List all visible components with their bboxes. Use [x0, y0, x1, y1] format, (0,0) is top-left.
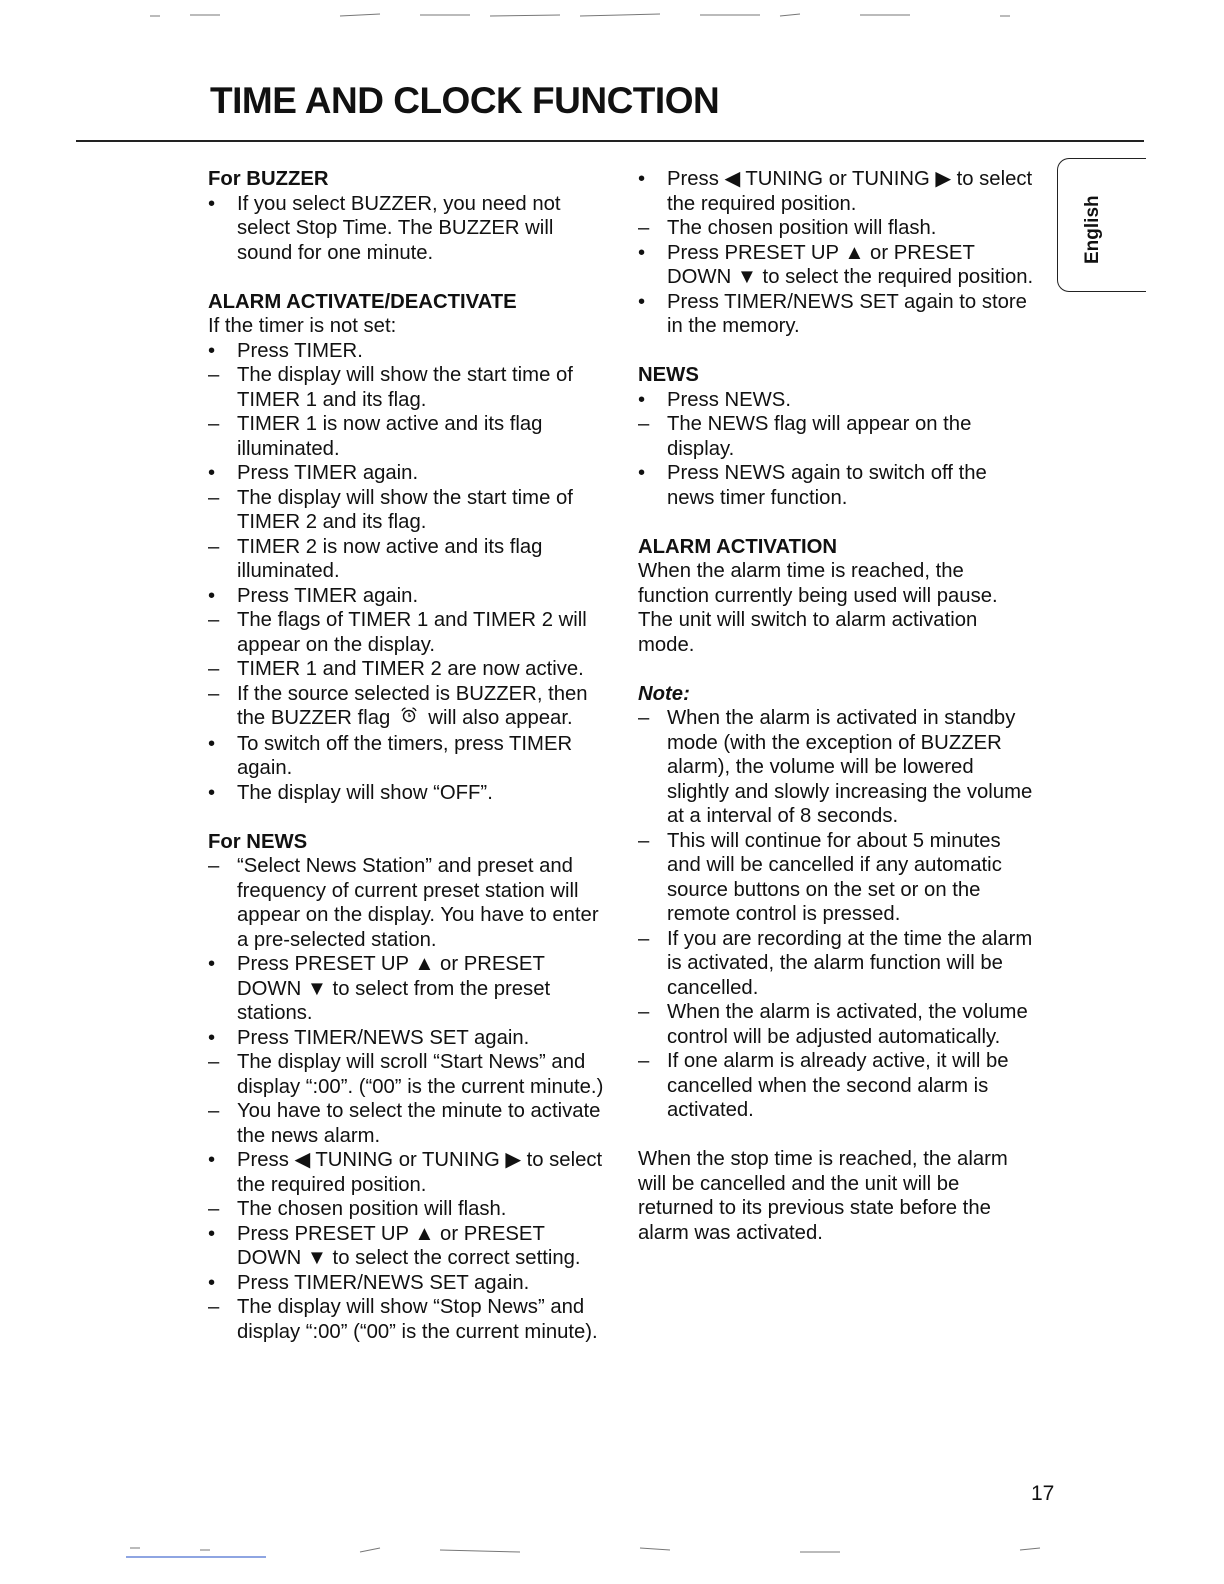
bullet-marker: •	[208, 1026, 216, 1049]
bullet-marker: •	[208, 732, 216, 755]
list-item-text: The display will show “Stop News” and display “:00” (“00” is the current minute).	[237, 1296, 598, 1343]
bullet-marker: •	[208, 462, 216, 484]
dash-marker: –	[208, 609, 220, 631]
bullet-marker: •	[208, 584, 216, 607]
dash-marker: –	[638, 707, 650, 729]
list-item-text: Press TIMER again.	[237, 462, 419, 484]
list-item-text: Press NEWS again to switch off the news timer function.	[667, 462, 987, 509]
dash-marker: –	[638, 927, 650, 950]
section-heading-news: For NEWS	[208, 830, 308, 853]
list-item-text: Press ◀ TUNING or TUNING ▶ to select the required position.	[667, 168, 1033, 215]
dash-marker: –	[208, 364, 220, 386]
list-item-text: The display will show the start time of TIMER 2 and its flag.	[237, 486, 573, 533]
stop-time-text: When the stop time is reached, the alarm will be cancelled and the unit will be returned to its previous state before the alarm was activated.	[638, 1148, 1008, 1244]
list-item-text: The chosen position will flash.	[667, 217, 937, 239]
list-item-text: Press PRESET UP ▲ or PRESET DOWN ▼ to select from the preset stations.	[237, 953, 551, 1024]
list-item-text: TIMER 1 and TIMER 2 are now active.	[237, 658, 584, 680]
bullet-marker: •	[208, 1222, 216, 1245]
bullet-marker: •	[208, 1149, 216, 1171]
dash-marker: –	[638, 1050, 650, 1072]
dash-marker: –	[208, 855, 220, 877]
dash-marker: –	[638, 829, 650, 852]
section-heading-alarm: ALARM ACTIVATE/DEACTIVATE	[208, 290, 517, 313]
dash-marker: –	[208, 535, 220, 558]
dash-marker: –	[208, 1198, 220, 1220]
page-title: TIME AND CLOCK FUNCTION	[210, 80, 720, 121]
bullet-marker: •	[638, 168, 646, 190]
list-item-text: To switch off the timers, press TIMER again.	[237, 732, 573, 779]
list-item-text: Press TIMER/NEWS SET again.	[237, 1026, 530, 1049]
bullet-marker: •	[638, 290, 646, 313]
section-heading-alarm-activation: ALARM ACTIVATION	[638, 535, 838, 558]
list-item-text: Press TIMER/NEWS SET again to store in the memory.	[667, 290, 1027, 337]
dash-marker: –	[638, 413, 650, 435]
list-item-text: Press TIMER/NEWS SET again.	[237, 1271, 530, 1294]
dash-marker: –	[208, 1051, 220, 1073]
bullet-marker: •	[638, 388, 646, 411]
list-item-text: This will continue for about 5 minutes and will be cancelled if any automatic source buttons on the set or on the remote control is pressed.	[667, 829, 1002, 925]
bullet-marker: •	[208, 1271, 216, 1294]
list-item-text: Press PRESET UP ▲ or PRESET DOWN ▼ to select the correct setting.	[237, 1222, 581, 1269]
dash-marker: –	[208, 658, 220, 680]
list-item-text: The NEWS flag will appear on the display.	[667, 413, 972, 460]
list-item-text: “Select News Station” and preset and frequency of current preset station will appear on the display. You have to enter a pre-selected station.	[237, 855, 599, 951]
list-item-text: TIMER 2 is now active and its flag illuminated.	[237, 535, 543, 582]
list-item-text: When the alarm is activated, the volume control will be adjusted automatically.	[667, 1001, 1028, 1048]
note-heading: Note:	[638, 682, 690, 705]
list-item-text: If one alarm is already active, it will be cancelled when the second alarm is activated.	[667, 1050, 1009, 1121]
bullet-marker: •	[208, 781, 216, 804]
dash-marker: –	[208, 1296, 220, 1318]
list-item-text: When the alarm is activated in standby mode (with the exception of BUZZER alarm), the volume will be lowered slightly and slowly increasing the volume at a interval of 8 seconds.	[667, 707, 1033, 827]
bullet-marker: •	[208, 953, 216, 975]
list-item-text: The flags of TIMER 1 and TIMER 2 will appear on the display.	[237, 609, 587, 656]
list-item-text: If you select BUZZER, you need not select Stop Time. The BUZZER will sound for one minute.	[237, 192, 561, 264]
list-item-buzzer-flag: – If the source selected is BUZZER, then the BUZZER flag will also appear.	[208, 682, 604, 732]
list-item-text: Press NEWS.	[667, 388, 791, 411]
list-item-text: Press TIMER.	[237, 339, 363, 362]
list-item-text: The display will scroll “Start News” and display “:00”. (“00” is the current minute.)	[237, 1051, 604, 1098]
list-item-text: The display will show “OFF”.	[237, 781, 493, 804]
list-item-text: The display will show the start time of TIMER 1 and its flag.	[237, 364, 573, 411]
list-item-text: TIMER 1 is now active and its flag illuminated.	[237, 413, 543, 460]
dash-marker: –	[208, 1100, 220, 1122]
alarm-intro: If the timer is not set:	[208, 315, 397, 337]
dash-marker: –	[638, 217, 650, 239]
bullet-marker: •	[208, 192, 216, 215]
list-item-text: The chosen position will flash.	[237, 1198, 507, 1220]
bullet-marker: •	[208, 339, 216, 362]
section-heading-buzzer: For BUZZER	[208, 168, 329, 190]
bullet-marker: •	[638, 462, 646, 484]
dash-marker: –	[208, 682, 220, 705]
list-item-text: You have to select the minute to activate the news alarm.	[237, 1100, 601, 1147]
page-number: 17	[1031, 1482, 1055, 1505]
language-tab-label: English	[1082, 195, 1103, 264]
list-item-text: Press ◀ TUNING or TUNING ▶ to select the required position.	[237, 1149, 603, 1196]
alarm-activation-text: When the alarm time is reached, the function currently being used will pause. The unit will switch to alarm activation mode.	[638, 560, 998, 656]
list-item-text: If you are recording at the time the alarm is activated, the alarm function will be cancelled.	[667, 927, 1033, 999]
list-item-text: Press PRESET UP ▲ or PRESET DOWN ▼ to select the required position.	[667, 241, 1034, 288]
bullet-marker: •	[638, 241, 646, 264]
dash-marker: –	[638, 1001, 650, 1023]
section-heading-news-right: NEWS	[638, 364, 699, 386]
dash-marker: –	[208, 413, 220, 435]
list-item-text: Press TIMER again.	[237, 584, 419, 607]
dash-marker: –	[208, 486, 220, 509]
